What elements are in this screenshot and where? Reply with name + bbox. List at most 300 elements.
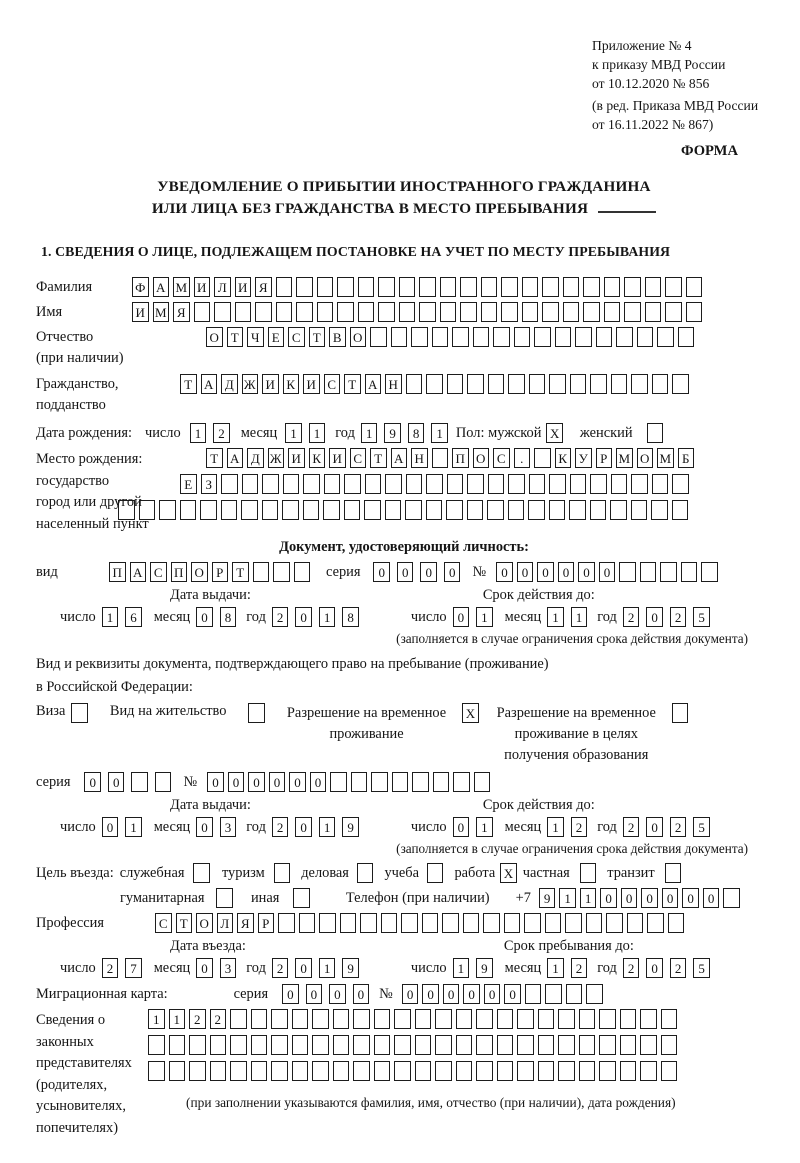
- char-cell[interactable]: [385, 500, 402, 520]
- char-cell[interactable]: [476, 1009, 493, 1029]
- char-cell[interactable]: 0: [228, 772, 245, 792]
- char-cell[interactable]: С: [155, 913, 172, 933]
- char-cell[interactable]: [488, 374, 505, 394]
- char-cell[interactable]: Р: [258, 913, 275, 933]
- char-cell[interactable]: [665, 277, 682, 297]
- char-cell[interactable]: [508, 374, 525, 394]
- char-cell[interactable]: 2: [670, 607, 687, 627]
- char-cell[interactable]: 0: [578, 562, 595, 582]
- char-cell[interactable]: П: [452, 448, 469, 468]
- char-cell[interactable]: Ч: [247, 327, 264, 347]
- char-cell[interactable]: 9: [342, 817, 359, 837]
- char-cell[interactable]: 0: [646, 817, 663, 837]
- char-cell[interactable]: 0: [289, 772, 306, 792]
- char-cell[interactable]: З: [201, 474, 218, 494]
- char-cell[interactable]: 1: [580, 888, 597, 908]
- char-cell[interactable]: 0: [443, 984, 460, 1004]
- char-cell[interactable]: 0: [108, 772, 125, 792]
- char-cell[interactable]: [447, 474, 464, 494]
- char-cell[interactable]: 2: [571, 958, 588, 978]
- char-cell[interactable]: [385, 474, 402, 494]
- char-cell[interactable]: 1: [476, 817, 493, 837]
- char-cell[interactable]: [645, 277, 662, 297]
- char-cell[interactable]: [501, 277, 518, 297]
- char-cell[interactable]: [487, 500, 504, 520]
- char-cell[interactable]: И: [329, 448, 346, 468]
- char-cell[interactable]: 0: [196, 817, 213, 837]
- char-cell[interactable]: [360, 913, 377, 933]
- char-cell[interactable]: 2: [189, 1009, 206, 1029]
- char-cell[interactable]: 0: [517, 562, 534, 582]
- char-cell[interactable]: [610, 500, 627, 520]
- char-cell[interactable]: [294, 562, 311, 582]
- char-cell[interactable]: В: [329, 327, 346, 347]
- char-cell[interactable]: 2: [623, 817, 640, 837]
- char-cell[interactable]: [169, 1061, 186, 1081]
- char-cell[interactable]: [276, 302, 293, 322]
- char-cell[interactable]: 0: [282, 984, 299, 1004]
- char-cell[interactable]: 1: [559, 888, 576, 908]
- char-cell[interactable]: [549, 374, 566, 394]
- char-cell[interactable]: [210, 1061, 227, 1081]
- char-cell[interactable]: Д: [221, 374, 238, 394]
- char-cell[interactable]: [282, 500, 299, 520]
- char-cell[interactable]: [415, 1009, 432, 1029]
- char-cell[interactable]: [640, 562, 657, 582]
- char-cell[interactable]: [563, 277, 580, 297]
- char-cell[interactable]: [599, 1009, 616, 1029]
- char-cell[interactable]: [534, 327, 551, 347]
- char-cell[interactable]: С: [150, 562, 167, 582]
- char-cell[interactable]: [483, 913, 500, 933]
- char-cell[interactable]: [312, 1061, 329, 1081]
- char-cell[interactable]: [221, 474, 238, 494]
- char-cell[interactable]: 0: [269, 772, 286, 792]
- char-cell[interactable]: [319, 913, 336, 933]
- char-cell[interactable]: [131, 772, 148, 792]
- char-cell[interactable]: [278, 913, 295, 933]
- char-cell[interactable]: [312, 1035, 329, 1055]
- char-cell[interactable]: [374, 1061, 391, 1081]
- char-cell[interactable]: [180, 500, 197, 520]
- char-cell[interactable]: У: [575, 448, 592, 468]
- char-cell[interactable]: 1: [361, 423, 378, 443]
- char-cell[interactable]: [504, 913, 521, 933]
- char-cell[interactable]: 1: [285, 423, 302, 443]
- char-cell[interactable]: [193, 863, 210, 883]
- char-cell[interactable]: [665, 863, 682, 883]
- char-cell[interactable]: Л: [217, 913, 234, 933]
- char-cell[interactable]: [665, 302, 682, 322]
- char-cell[interactable]: П: [109, 562, 126, 582]
- char-cell[interactable]: [241, 500, 258, 520]
- char-cell[interactable]: П: [171, 562, 188, 582]
- char-cell[interactable]: [517, 1035, 534, 1055]
- char-cell[interactable]: Ж: [242, 374, 259, 394]
- char-cell[interactable]: [545, 913, 562, 933]
- char-cell[interactable]: И: [262, 374, 279, 394]
- char-cell[interactable]: 1: [309, 423, 326, 443]
- char-cell[interactable]: [624, 277, 641, 297]
- char-cell[interactable]: Ж: [268, 448, 285, 468]
- char-cell[interactable]: [467, 474, 484, 494]
- char-cell[interactable]: [292, 1035, 309, 1055]
- char-cell[interactable]: 0: [453, 607, 470, 627]
- char-cell[interactable]: 7: [125, 958, 142, 978]
- char-cell[interactable]: [456, 1035, 473, 1055]
- char-cell[interactable]: [570, 374, 587, 394]
- char-cell[interactable]: 0: [196, 958, 213, 978]
- char-cell[interactable]: 0: [496, 562, 513, 582]
- char-cell[interactable]: [488, 474, 505, 494]
- char-cell[interactable]: 0: [504, 984, 521, 1004]
- char-cell[interactable]: [435, 1035, 452, 1055]
- char-cell[interactable]: [433, 772, 450, 792]
- char-cell[interactable]: [392, 772, 409, 792]
- char-cell[interactable]: 0: [463, 984, 480, 1004]
- char-cell[interactable]: 0: [444, 562, 461, 582]
- char-cell[interactable]: [517, 1009, 534, 1029]
- char-cell[interactable]: [619, 562, 636, 582]
- char-cell[interactable]: 1: [476, 607, 493, 627]
- char-cell[interactable]: [262, 474, 279, 494]
- char-cell[interactable]: [616, 327, 633, 347]
- char-cell[interactable]: М: [153, 302, 170, 322]
- char-cell[interactable]: [432, 448, 449, 468]
- char-cell[interactable]: 8: [342, 607, 359, 627]
- char-cell[interactable]: [529, 374, 546, 394]
- char-cell[interactable]: [271, 1061, 288, 1081]
- char-cell[interactable]: [427, 863, 444, 883]
- char-cell[interactable]: 2: [571, 817, 588, 837]
- char-cell[interactable]: [538, 1009, 555, 1029]
- char-cell[interactable]: 8: [408, 423, 425, 443]
- char-cell[interactable]: [353, 1061, 370, 1081]
- char-cell[interactable]: [251, 1061, 268, 1081]
- char-cell[interactable]: [446, 500, 463, 520]
- char-cell[interactable]: [606, 913, 623, 933]
- char-cell[interactable]: [324, 474, 341, 494]
- char-cell[interactable]: [159, 500, 176, 520]
- char-cell[interactable]: Н: [411, 448, 428, 468]
- char-cell[interactable]: [517, 1061, 534, 1081]
- char-cell[interactable]: Е: [268, 327, 285, 347]
- char-cell[interactable]: [317, 302, 334, 322]
- char-cell[interactable]: [529, 474, 546, 494]
- char-cell[interactable]: [271, 1035, 288, 1055]
- char-cell[interactable]: [476, 1061, 493, 1081]
- char-cell[interactable]: [620, 1009, 637, 1029]
- char-cell[interactable]: 0: [558, 562, 575, 582]
- char-cell[interactable]: [299, 913, 316, 933]
- char-cell[interactable]: [371, 772, 388, 792]
- char-cell[interactable]: [575, 327, 592, 347]
- char-cell[interactable]: 0: [306, 984, 323, 1004]
- char-cell[interactable]: 0: [353, 984, 370, 1004]
- char-cell[interactable]: [216, 888, 233, 908]
- char-cell[interactable]: 0: [484, 984, 501, 1004]
- char-cell[interactable]: [549, 500, 566, 520]
- char-cell[interactable]: С: [493, 448, 510, 468]
- char-cell[interactable]: 0: [295, 958, 312, 978]
- char-cell[interactable]: 0: [420, 562, 437, 582]
- char-cell[interactable]: [522, 302, 539, 322]
- char-cell[interactable]: [525, 984, 542, 1004]
- char-cell[interactable]: 0: [402, 984, 419, 1004]
- char-cell[interactable]: [412, 772, 429, 792]
- char-cell[interactable]: 9: [342, 958, 359, 978]
- char-cell[interactable]: [652, 474, 669, 494]
- char-cell[interactable]: 1: [453, 958, 470, 978]
- char-cell[interactable]: И: [132, 302, 149, 322]
- char-cell[interactable]: [426, 374, 443, 394]
- char-cell[interactable]: [555, 327, 572, 347]
- char-cell[interactable]: [333, 1035, 350, 1055]
- char-cell[interactable]: [453, 772, 470, 792]
- char-cell[interactable]: [660, 562, 677, 582]
- char-cell[interactable]: [631, 500, 648, 520]
- char-cell[interactable]: [583, 277, 600, 297]
- char-cell[interactable]: 0: [397, 562, 414, 582]
- char-cell[interactable]: [333, 1061, 350, 1081]
- char-cell[interactable]: [497, 1061, 514, 1081]
- char-cell[interactable]: 2: [623, 607, 640, 627]
- char-cell[interactable]: [155, 772, 172, 792]
- char-cell[interactable]: [668, 913, 685, 933]
- char-cell[interactable]: [542, 277, 559, 297]
- char-cell[interactable]: [426, 500, 443, 520]
- char-cell[interactable]: [351, 772, 368, 792]
- char-cell[interactable]: [189, 1061, 206, 1081]
- char-cell[interactable]: 0: [295, 817, 312, 837]
- char-cell[interactable]: [686, 302, 703, 322]
- char-cell[interactable]: [419, 302, 436, 322]
- char-cell[interactable]: [672, 703, 689, 723]
- char-cell[interactable]: [274, 863, 291, 883]
- char-cell[interactable]: [651, 500, 668, 520]
- char-cell[interactable]: 0: [102, 817, 119, 837]
- char-cell[interactable]: [604, 277, 621, 297]
- char-cell[interactable]: [303, 474, 320, 494]
- char-cell[interactable]: [463, 913, 480, 933]
- char-cell[interactable]: 0: [196, 607, 213, 627]
- char-cell[interactable]: 1: [547, 958, 564, 978]
- char-cell[interactable]: Я: [255, 277, 272, 297]
- char-cell[interactable]: [276, 277, 293, 297]
- char-cell[interactable]: [422, 913, 439, 933]
- char-cell[interactable]: Ф: [132, 277, 149, 297]
- char-cell[interactable]: [460, 277, 477, 297]
- char-cell[interactable]: А: [365, 374, 382, 394]
- char-cell[interactable]: 0: [682, 888, 699, 908]
- char-cell[interactable]: [447, 374, 464, 394]
- char-cell[interactable]: [292, 1061, 309, 1081]
- char-cell[interactable]: 0: [310, 772, 327, 792]
- char-cell[interactable]: [440, 302, 457, 322]
- char-cell[interactable]: Т: [180, 374, 197, 394]
- char-cell[interactable]: [442, 913, 459, 933]
- char-cell[interactable]: Т: [232, 562, 249, 582]
- char-cell[interactable]: М: [616, 448, 633, 468]
- char-cell[interactable]: 8: [220, 607, 237, 627]
- char-cell[interactable]: [611, 374, 628, 394]
- char-cell[interactable]: [283, 474, 300, 494]
- char-cell[interactable]: [497, 1009, 514, 1029]
- char-cell[interactable]: [411, 327, 428, 347]
- char-cell[interactable]: Я: [237, 913, 254, 933]
- char-cell[interactable]: [148, 1061, 165, 1081]
- char-cell[interactable]: [353, 1009, 370, 1029]
- char-cell[interactable]: И: [303, 374, 320, 394]
- char-cell[interactable]: [558, 1035, 575, 1055]
- char-cell[interactable]: [586, 984, 603, 1004]
- char-cell[interactable]: [432, 327, 449, 347]
- char-cell[interactable]: [317, 277, 334, 297]
- char-cell[interactable]: О: [350, 327, 367, 347]
- char-cell[interactable]: О: [206, 327, 223, 347]
- char-cell[interactable]: С: [350, 448, 367, 468]
- char-cell[interactable]: [497, 1035, 514, 1055]
- char-cell[interactable]: [340, 913, 357, 933]
- char-cell[interactable]: [358, 302, 375, 322]
- char-cell[interactable]: [399, 277, 416, 297]
- char-cell[interactable]: [583, 302, 600, 322]
- char-cell[interactable]: [353, 1035, 370, 1055]
- char-cell[interactable]: Е: [180, 474, 197, 494]
- char-cell[interactable]: [474, 772, 491, 792]
- char-cell[interactable]: [508, 500, 525, 520]
- char-cell[interactable]: [599, 1061, 616, 1081]
- char-cell[interactable]: 0: [599, 562, 616, 582]
- char-cell[interactable]: Т: [344, 374, 361, 394]
- char-cell[interactable]: И: [288, 448, 305, 468]
- char-cell[interactable]: [370, 327, 387, 347]
- char-cell[interactable]: [333, 1009, 350, 1029]
- char-cell[interactable]: [292, 1009, 309, 1029]
- char-cell[interactable]: [545, 984, 562, 1004]
- char-cell[interactable]: [221, 500, 238, 520]
- char-cell[interactable]: [312, 1009, 329, 1029]
- char-cell[interactable]: А: [153, 277, 170, 297]
- char-cell[interactable]: [467, 374, 484, 394]
- char-cell[interactable]: 0: [422, 984, 439, 1004]
- char-cell[interactable]: [678, 327, 695, 347]
- char-cell[interactable]: [323, 500, 340, 520]
- char-cell[interactable]: Л: [214, 277, 231, 297]
- char-cell[interactable]: [303, 500, 320, 520]
- char-cell[interactable]: 0: [646, 958, 663, 978]
- char-cell[interactable]: К: [555, 448, 572, 468]
- char-cell[interactable]: [378, 302, 395, 322]
- char-cell[interactable]: С: [288, 327, 305, 347]
- char-cell[interactable]: [148, 1035, 165, 1055]
- char-cell[interactable]: 1: [102, 607, 119, 627]
- char-cell[interactable]: [681, 562, 698, 582]
- char-cell[interactable]: [620, 1035, 637, 1055]
- char-cell[interactable]: [645, 302, 662, 322]
- char-cell[interactable]: К: [309, 448, 326, 468]
- char-cell[interactable]: [435, 1009, 452, 1029]
- char-cell[interactable]: [672, 474, 689, 494]
- char-cell[interactable]: [566, 984, 583, 1004]
- char-cell[interactable]: Б: [678, 448, 695, 468]
- char-cell[interactable]: [579, 1061, 596, 1081]
- char-cell[interactable]: [473, 327, 490, 347]
- char-cell[interactable]: [686, 277, 703, 297]
- char-cell[interactable]: [378, 277, 395, 297]
- char-cell[interactable]: [406, 374, 423, 394]
- char-cell[interactable]: 1: [547, 817, 564, 837]
- char-cell[interactable]: [374, 1009, 391, 1029]
- char-cell[interactable]: 0: [453, 817, 470, 837]
- char-cell[interactable]: 1: [148, 1009, 165, 1029]
- char-cell[interactable]: [435, 1061, 452, 1081]
- char-cell[interactable]: Т: [206, 448, 223, 468]
- char-cell[interactable]: 0: [662, 888, 679, 908]
- char-cell[interactable]: [558, 1009, 575, 1029]
- char-cell[interactable]: Т: [309, 327, 326, 347]
- char-cell[interactable]: [330, 772, 347, 792]
- char-cell[interactable]: [381, 913, 398, 933]
- char-cell[interactable]: [549, 474, 566, 494]
- char-cell[interactable]: [357, 863, 374, 883]
- char-cell[interactable]: [563, 302, 580, 322]
- char-cell[interactable]: [627, 913, 644, 933]
- char-cell[interactable]: 0: [84, 772, 101, 792]
- char-cell[interactable]: [611, 474, 628, 494]
- char-cell[interactable]: А: [130, 562, 147, 582]
- char-cell[interactable]: [255, 302, 272, 322]
- char-cell[interactable]: 1: [190, 423, 207, 443]
- char-cell[interactable]: [590, 374, 607, 394]
- char-cell[interactable]: Р: [596, 448, 613, 468]
- char-cell[interactable]: [253, 562, 270, 582]
- char-cell[interactable]: [534, 448, 551, 468]
- char-cell[interactable]: А: [201, 374, 218, 394]
- char-cell[interactable]: [337, 302, 354, 322]
- char-cell[interactable]: [189, 1035, 206, 1055]
- char-cell[interactable]: X: [546, 423, 563, 443]
- char-cell[interactable]: [652, 374, 669, 394]
- char-cell[interactable]: 9: [384, 423, 401, 443]
- char-cell[interactable]: 0: [248, 772, 265, 792]
- char-cell[interactable]: [508, 474, 525, 494]
- char-cell[interactable]: [391, 327, 408, 347]
- char-cell[interactable]: [590, 474, 607, 494]
- char-cell[interactable]: 9: [476, 958, 493, 978]
- char-cell[interactable]: [344, 474, 361, 494]
- char-cell[interactable]: [440, 277, 457, 297]
- char-cell[interactable]: [426, 474, 443, 494]
- char-cell[interactable]: А: [227, 448, 244, 468]
- char-cell[interactable]: [481, 277, 498, 297]
- char-cell[interactable]: С: [324, 374, 341, 394]
- char-cell[interactable]: 9: [539, 888, 556, 908]
- char-cell[interactable]: [501, 302, 518, 322]
- char-cell[interactable]: [579, 1009, 596, 1029]
- char-cell[interactable]: [701, 562, 718, 582]
- char-cell[interactable]: [580, 863, 597, 883]
- char-cell[interactable]: О: [196, 913, 213, 933]
- char-cell[interactable]: 5: [693, 817, 710, 837]
- char-cell[interactable]: [528, 500, 545, 520]
- char-cell[interactable]: [242, 474, 259, 494]
- char-cell[interactable]: 0: [295, 607, 312, 627]
- char-cell[interactable]: [596, 327, 613, 347]
- char-cell[interactable]: 0: [537, 562, 554, 582]
- char-cell[interactable]: Т: [370, 448, 387, 468]
- char-cell[interactable]: 0: [621, 888, 638, 908]
